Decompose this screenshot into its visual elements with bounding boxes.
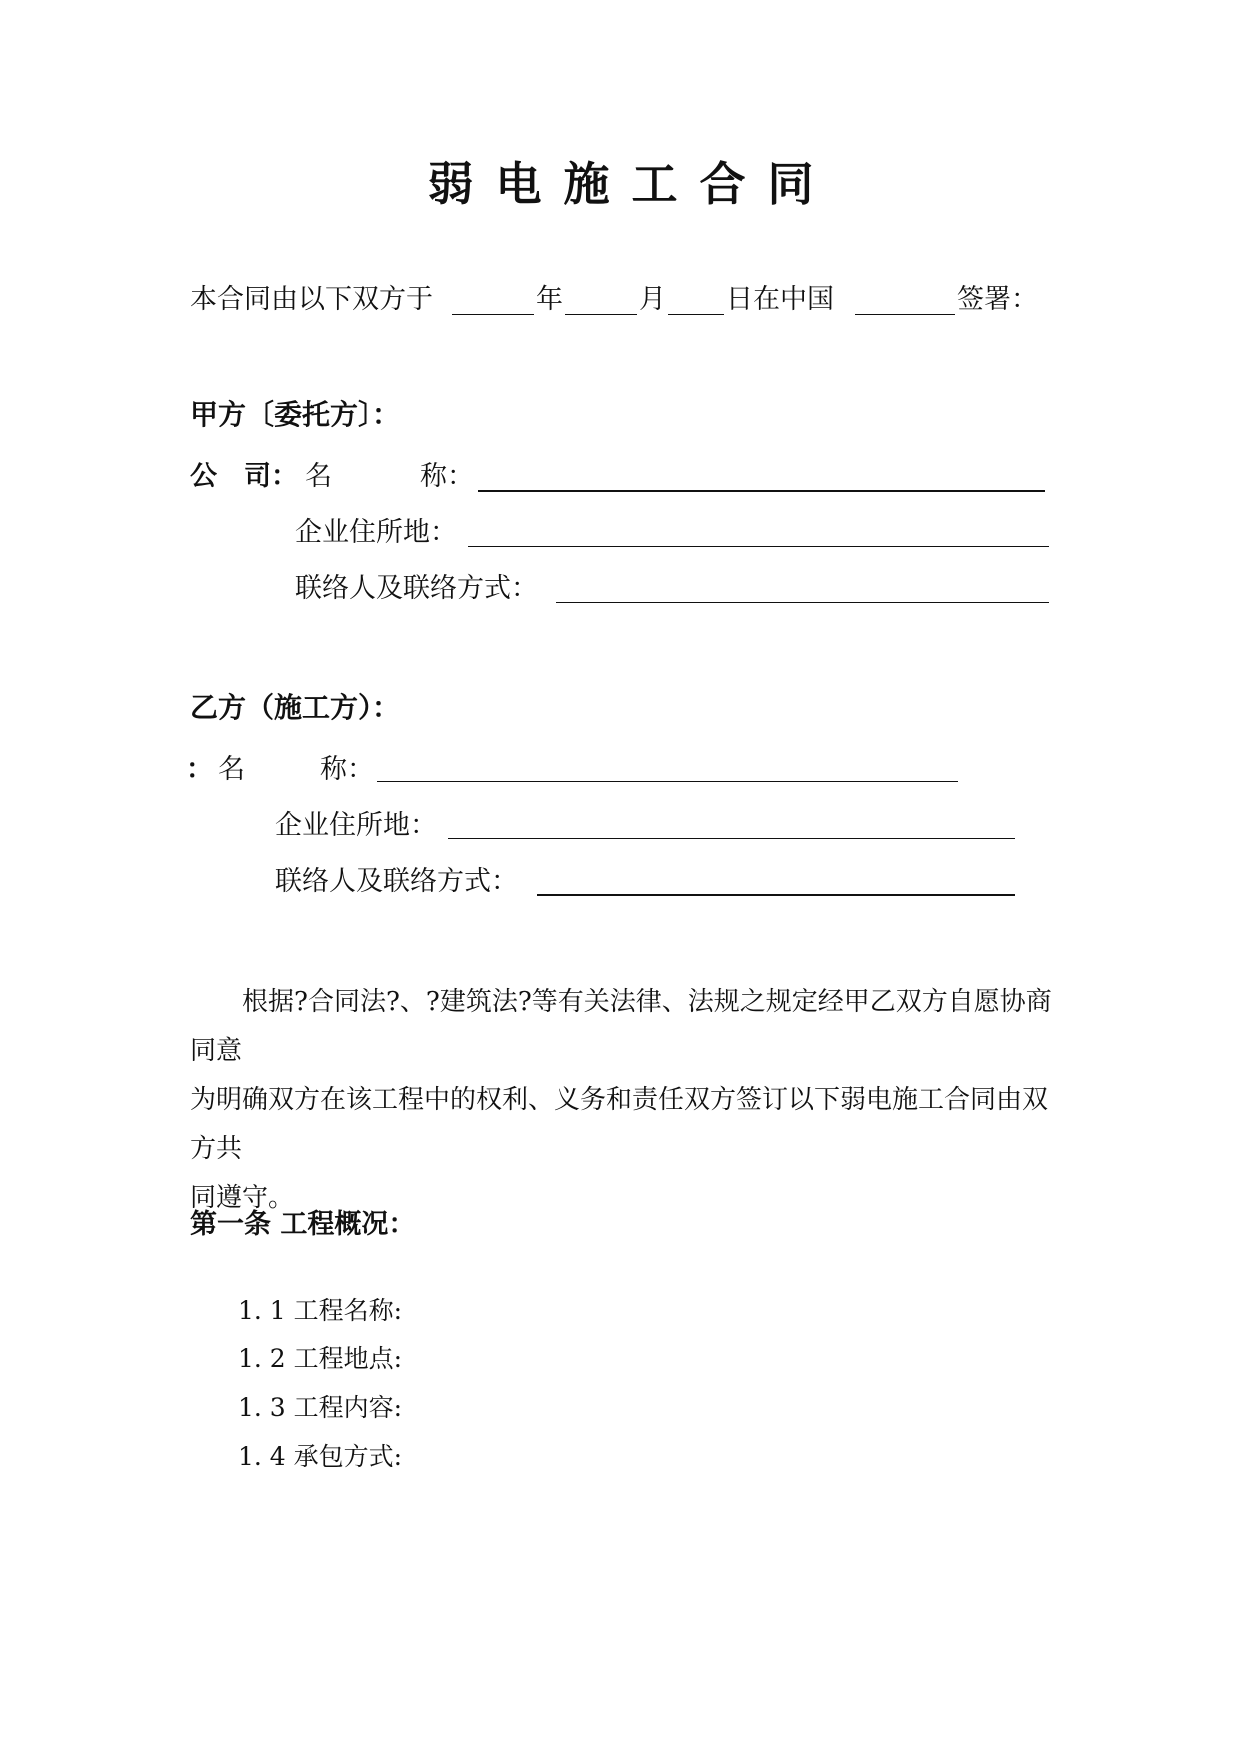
party-a-name-label-2: 称： xyxy=(420,461,474,492)
year-blank[interactable] xyxy=(452,314,534,315)
party-a-contact-field[interactable] xyxy=(556,602,1049,603)
party-a-address-label: 企业住所地： xyxy=(295,517,457,548)
preamble-line-1: 根据?合同法?、?建筑法?等有关法律、法规之规定经甲乙双方自愿协商同意 xyxy=(190,987,1052,1066)
day-blank[interactable] xyxy=(668,314,724,315)
party-b-name-label-2: 称： xyxy=(320,754,374,785)
article-1-item-2: 1. 2 工程地点: xyxy=(238,1344,403,1373)
intro-sign-label: 签署： xyxy=(957,284,1038,315)
preamble-line-3: 同遵守。 xyxy=(190,1183,295,1213)
party-b-contact-label: 联络人及联络方式： xyxy=(275,866,518,897)
article-1-heading: 第一条 工程概况： xyxy=(190,1209,416,1240)
article-1-item-1: 1. 1 工程名称: xyxy=(238,1296,403,1325)
article-1-item-3: 1. 3 工程内容: xyxy=(238,1393,403,1422)
party-a-heading: 甲方〔委托方〕： xyxy=(190,398,401,431)
article-1-item-4: 1. 4 承包方式: xyxy=(238,1442,403,1471)
preamble-line-2: 为明确双方在该工程中的权利、义务和责任双方签订以下弱电施工合同由双方共 xyxy=(190,1085,1049,1164)
location-blank[interactable] xyxy=(855,314,955,315)
party-a-name-field[interactable] xyxy=(478,490,1045,492)
party-b-name-field[interactable] xyxy=(377,781,958,782)
intro-month-label: 月 xyxy=(639,284,666,315)
party-b-colon: ： xyxy=(186,754,213,785)
document-title: 弱电施工合同 xyxy=(427,157,836,211)
intro-year-label: 年 xyxy=(536,284,563,315)
party-a-contact-label: 联络人及联络方式： xyxy=(295,573,538,604)
intro-day-label: 日在中国 xyxy=(726,284,834,315)
party-a-company-label: 公 司： xyxy=(190,461,298,492)
intro-prefix: 本合同由以下双方于 xyxy=(190,284,433,315)
party-b-heading: 乙方（施工方）： xyxy=(190,691,401,724)
party-a-address-field[interactable] xyxy=(468,546,1049,547)
party-b-name-label-1: 名 xyxy=(218,754,245,785)
party-b-address-field[interactable] xyxy=(448,838,1015,839)
party-b-address-label: 企业住所地： xyxy=(275,810,437,841)
month-blank[interactable] xyxy=(565,314,637,315)
party-a-name-label-1: 名 xyxy=(305,461,332,492)
preamble-paragraph xyxy=(190,978,1056,1223)
party-b-contact-field[interactable] xyxy=(537,894,1015,896)
